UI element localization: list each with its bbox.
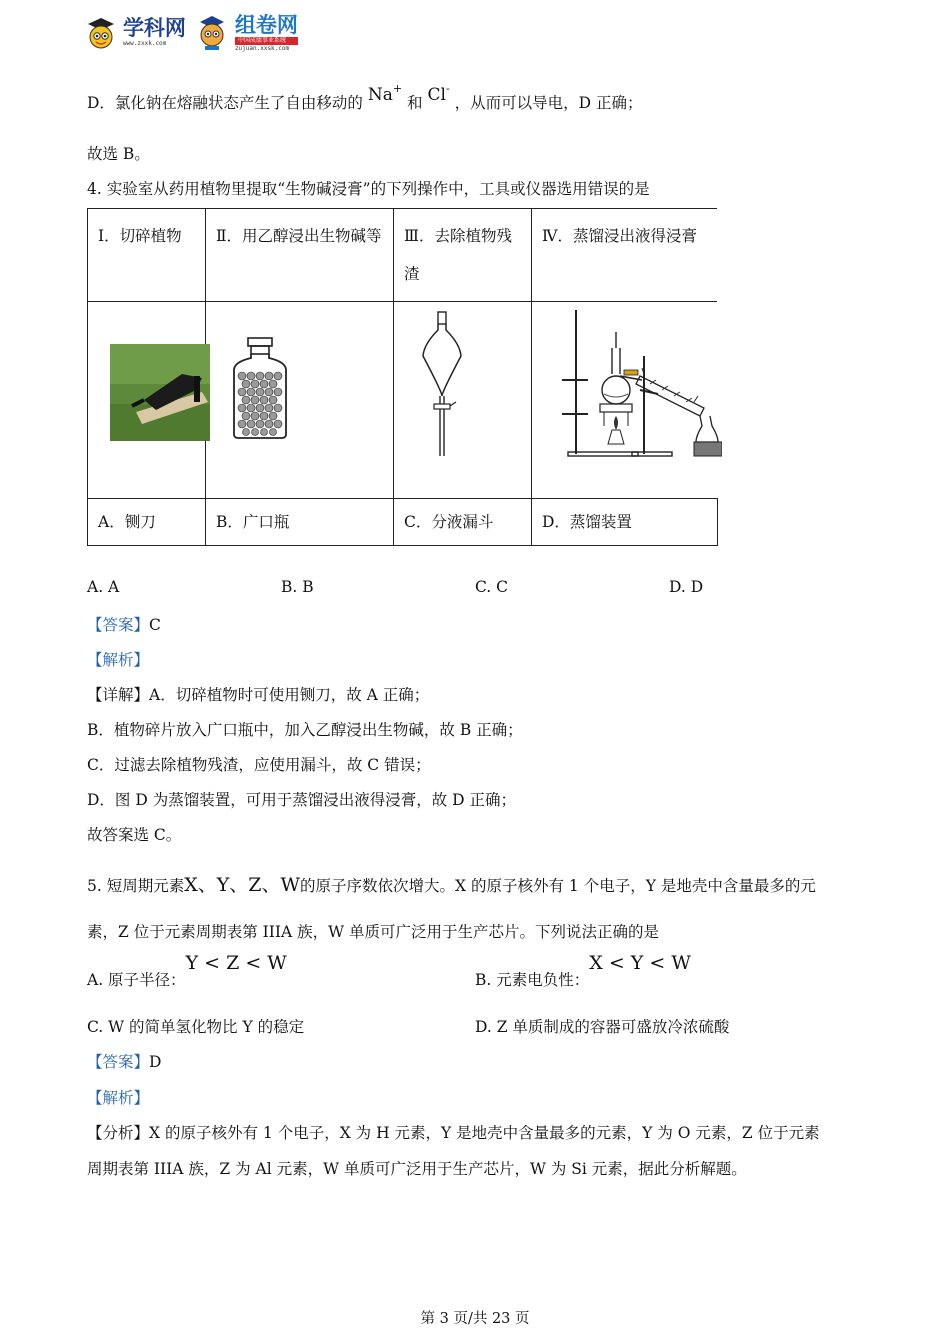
q5-option-c: C. W 的简单氢化物比 Y 的稳定 [87,1018,305,1036]
answer-tag: 【答案】 [87,1053,150,1071]
q4-choice-b: B. B [281,578,314,596]
q5-stem-line2: 素，Z 位于元素周期表第 IIIA 族，W 单质可广泛用于生产芯片。下列说法正确的是 [87,923,659,941]
fenxi-tag: 【分析】 [87,1124,150,1142]
answer-value: D [149,1053,162,1071]
q4-detail-line: 故答案选 C。 [87,826,182,844]
logo-zjw-url: zujuan.xxsk.com [234,45,290,52]
cl-ion: Cl- [427,82,450,105]
logo-zjw [196,13,298,53]
mascot-icon [196,13,228,51]
q5-option-a: A. 原子半径：Y < Z < W [87,952,287,989]
table-row [88,499,718,546]
q4-detail-line: 【详解】A．切碎植物时可使用铡刀，故 A 正确； [87,686,430,704]
q5-fenxi-line2: 周期表第 IIIA 族，Z 为 Al 元素，W 单质可广泛用于生产芯片，W 为 Si 元素，据此分析解题。 [87,1160,747,1178]
q5-stem-line1: 5. 短周期元素X、Y、Z、W的原子序数依次增大。X 的原子核外有 1 个电子，Y 是地壳中含量最多的元 [87,874,816,896]
q3-option-d: D．氯化钠在熔融状态产生了自由移动的 Na+ 和 Cl- ，从而可以导电，D 正确； [87,82,643,112]
header-cell: Ⅱ．用乙醇浸出生物碱等 [216,227,382,245]
q5-analysis-tag: 【解析】 [87,1089,150,1107]
logo-xkw-url: www.zxxk.com [122,40,167,47]
table-row [88,209,718,302]
q4-answer [87,613,161,635]
table-row [88,302,718,499]
q4-table [87,208,718,546]
option-label: A．铡刀 [98,513,156,531]
q5-answer [87,1050,161,1072]
q4-stem: 4. 实验室从药用植物里提取“生物碱浸膏”的下列操作中，工具或仪器选用错误的是 [87,180,650,198]
header-cell: I．切碎植物 [98,227,182,245]
distillation-apparatus-image [532,304,722,464]
q4-choice-c: C. C [475,578,509,596]
q4-detail-line: C．过滤去除植物残渣，应使用漏斗，故 C 错误； [87,756,431,774]
guillotine-cutter-image [110,344,210,441]
elements: X、Y、Z、W [184,874,301,896]
logo-xkw-text: 学科网 [122,16,186,40]
q4-analysis-tag: 【解析】 [87,651,150,669]
option-label: D．蒸馏装置 [542,513,632,531]
answer-value: C [149,616,161,634]
wide-mouth-bottle-image [232,336,288,440]
q3-choose: 故选 B。 [87,145,150,163]
logo-xkw [86,16,186,50]
q4-detail-line: B．植物碎片放入广口瓶中，加入乙醇浸出生物碱，故 B 正确； [87,721,523,739]
logo-zjw-tag: 中国成绩事业系统 [235,37,298,45]
page-number: 第 3 页/共 23 页 [420,1311,530,1327]
logo-zjw-text: 组卷网 [234,13,298,37]
q4-choice-d: D. D [669,578,704,596]
separatory-funnel-image [420,310,464,460]
option-label: B．广口瓶 [216,513,290,531]
q4-choice-a: A. A [87,578,120,596]
q5-option-d: D. Z 单质制成的容器可盛放冷浓硫酸 [475,1018,730,1036]
option-label: C．分液漏斗 [404,513,494,531]
q5-fenxi-line1: 【分析】X 的原子核外有 1 个电子，X 为 H 元素，Y 是地壳中含量最多的元素，Y 为 O 元素，Z 位于元素 [87,1124,820,1142]
mascot-icon [86,16,116,50]
na-ion: Na+ [367,82,403,105]
header-cell: Ⅳ．蒸馏浸出液得浸膏 [542,227,697,245]
answer-tag: 【答案】 [87,616,150,634]
header-cell: Ⅲ．去除植物残渣 [404,227,512,283]
detail-tag: 【详解】 [87,686,150,704]
q4-detail-line: D．图 D 为蒸馏装置，可用于蒸馏浸出液得浸膏，故 D 正确； [87,791,516,809]
q5-option-b: B. 元素电负性：X < Y < W [475,952,691,989]
